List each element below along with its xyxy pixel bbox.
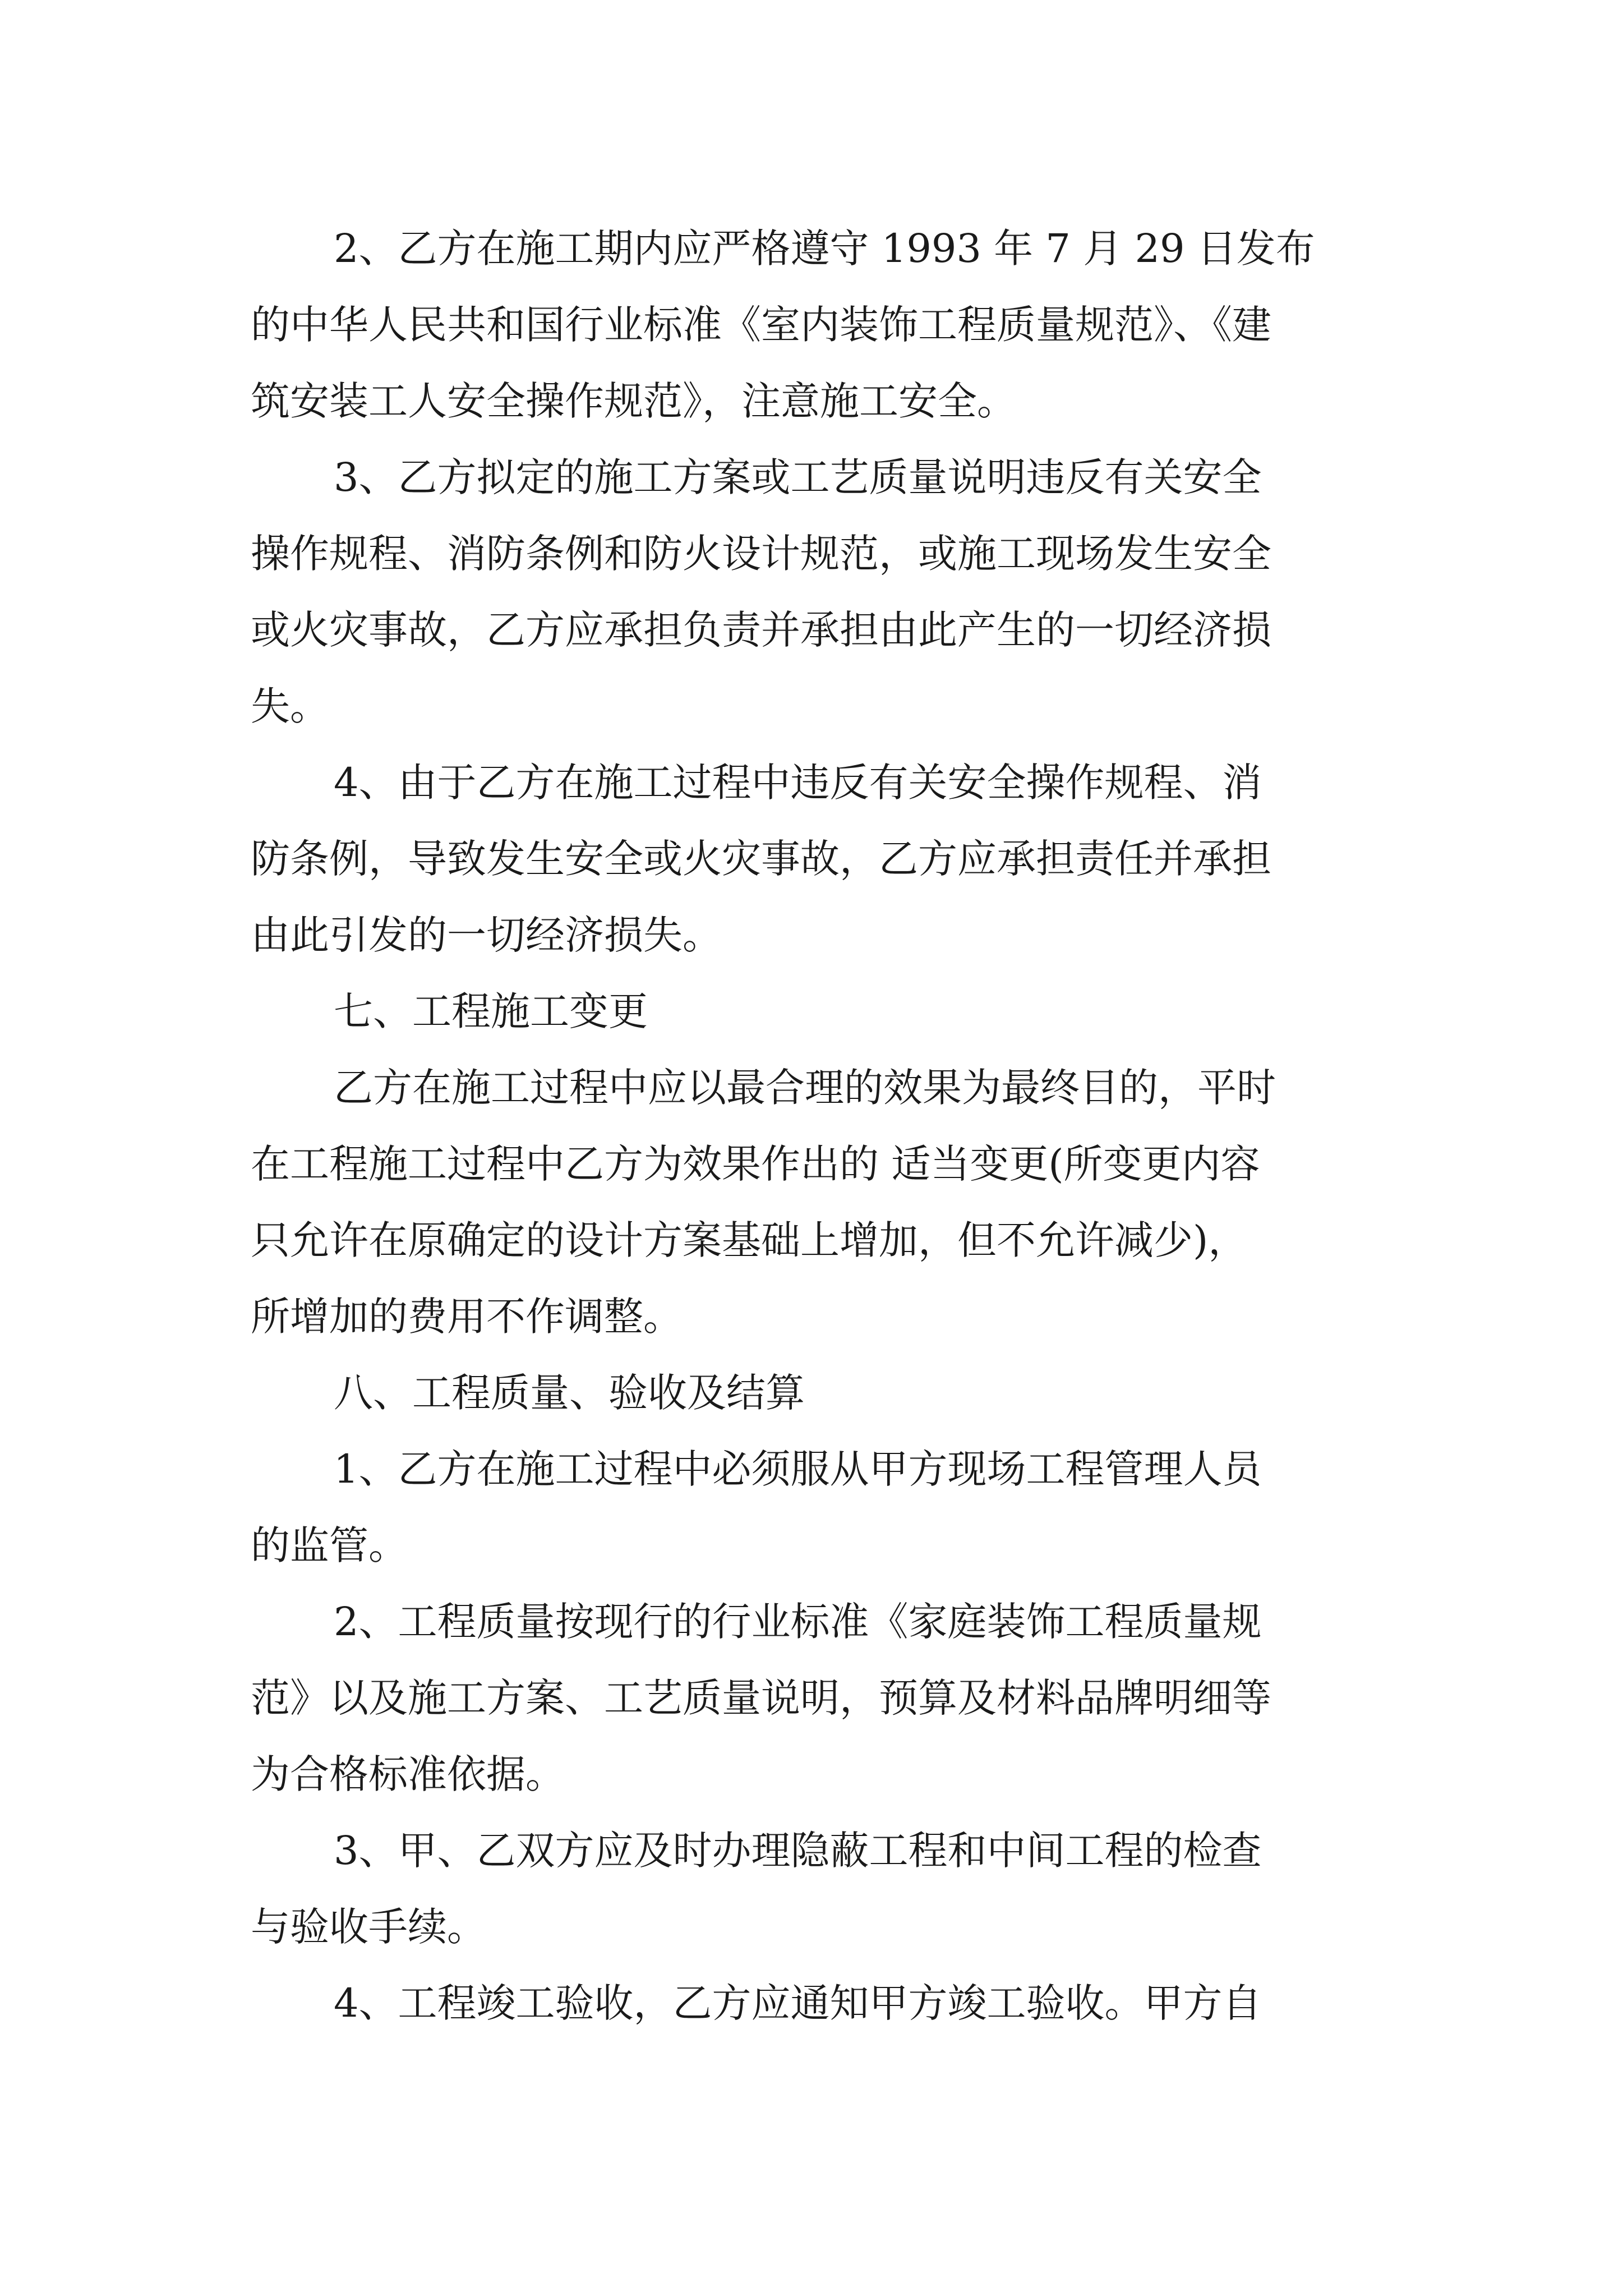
text-line: 乙方在施工过程中应以最合理的效果为最终目的，平时 xyxy=(334,1065,1276,1111)
text-line: 3、甲、乙双方应及时办理隐蔽工程和中间工程的检查 xyxy=(334,1828,1262,1874)
text-line: 范》以及施工方案、工艺质量说明，预算及材料品牌明细等 xyxy=(251,1675,1271,1721)
text-line: 2、工程质量按现行的行业标准《家庭装饰工程质量规 xyxy=(334,1599,1262,1645)
section-heading: 七、工程施工变更 xyxy=(334,988,648,1034)
text-line: 3、乙方拟定的施工方案或工艺质量说明违反有关安全 xyxy=(334,454,1262,500)
text-line: 在工程施工过程中乙方为效果作出的 适当变更(所变更内容 xyxy=(251,1141,1260,1187)
text-line: 操作规程、消防条例和防火设计规范，或施工现场发生安全 xyxy=(251,531,1271,577)
text-line: 4、工程竣工验收，乙方应通知甲方竣工验收。甲方自 xyxy=(334,1980,1262,2026)
text-line: 2、乙方在施工期内应严格遵守 1993 年 7 月 29 日发布 xyxy=(334,226,1315,272)
text-line: 或火灾事故，乙方应承担负责并承担由此产生的一切经济损 xyxy=(251,607,1271,653)
text-line: 筑安装工人安全操作规范》，注意施工安全。 xyxy=(251,378,1016,424)
document-page xyxy=(251,210,1384,2041)
text-line: 为合格标准依据。 xyxy=(251,1751,565,1797)
text-line: 4、由于乙方在施工过程中违反有关安全操作规程、消 xyxy=(334,760,1262,806)
text-line: 由此引发的一切经济损失。 xyxy=(251,912,722,958)
text-line: 的中华人民共和国行业标准《室内装饰工程质量规范》、《建 xyxy=(251,302,1271,348)
text-line: 防条例，导致发生安全或火灾事故，乙方应承担责任并承担 xyxy=(251,836,1271,882)
text-line: 失。 xyxy=(251,683,329,729)
text-line: 的监管。 xyxy=(251,1522,408,1568)
text-line: 所增加的费用不作调整。 xyxy=(251,1294,683,1340)
text-line: 与验收手续。 xyxy=(251,1904,486,1950)
text-line: 只允许在原确定的设计方案基础上增加，但不允许减少)， xyxy=(251,1217,1248,1263)
text-line: 1、乙方在施工过程中必须服从甲方现场工程管理人员 xyxy=(334,1446,1262,1492)
section-heading: 八、工程质量、验收及结算 xyxy=(334,1370,805,1416)
